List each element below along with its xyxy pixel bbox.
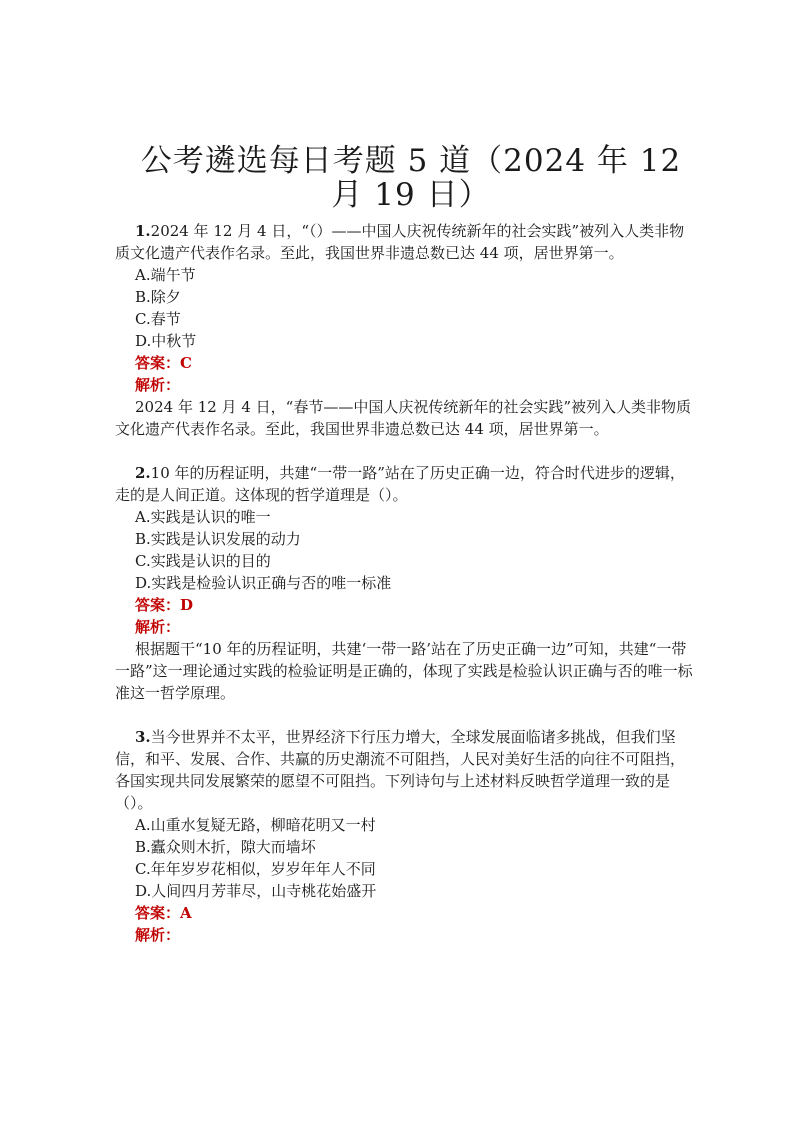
question-number: 1. bbox=[135, 222, 151, 240]
analysis-label: 解析： bbox=[135, 926, 181, 944]
option-a: A.山重水复疑无路，柳暗花明又一村 bbox=[135, 816, 376, 834]
question-stem: 1.2024 年 12 月 4 日，“（）——中国人庆祝传统新年的社会实践”被列入人类非物质文化遗产代表作名录。至此，我国世界非遗总数已达 44 项，居世界第一。 bbox=[115, 222, 685, 262]
question-number: 2. bbox=[135, 464, 151, 482]
answer-line: 答案：A bbox=[135, 904, 192, 922]
option-a: A.端午节 bbox=[135, 266, 196, 284]
analysis-label: 解析： bbox=[135, 376, 181, 394]
question-2 bbox=[115, 462, 697, 704]
analysis-label: 解析： bbox=[135, 618, 181, 636]
option-d: D.人间四月芳菲尽，山寺桃花始盛开 bbox=[135, 882, 377, 900]
option-c: C.春节 bbox=[135, 310, 181, 328]
option-c: C.实践是认识的目的 bbox=[135, 552, 271, 570]
analysis-text: 2024 年 12 月 4 日，“春节——中国人庆祝传统新年的社会实践”被列入人类非物质文化遗产代表作名录。至此，我国世界非遗总数已达 44 项，居世界第一。 bbox=[115, 398, 691, 438]
option-c: C.年年岁岁花相似，岁岁年年人不同 bbox=[135, 860, 376, 878]
option-d: D.中秋节 bbox=[135, 332, 197, 350]
option-d: D.实践是检验认识正确与否的唯一标准 bbox=[135, 574, 392, 592]
option-b: B.实践是认识发展的动力 bbox=[135, 530, 301, 548]
question-1 bbox=[115, 220, 697, 440]
answer-value: C bbox=[180, 354, 192, 372]
answer-line: 答案：C bbox=[135, 354, 192, 372]
analysis-text: 根据题干“10 年的历程证明，共建‘一带一路’站在了历史正确一边”可知，共建“一带一路”这一理论通过实践的检验证明是正确的，体现了实践是检验认识正确与否的唯一标准这一哲学原理。 bbox=[115, 640, 693, 702]
question-stem: 3.当今世界并不太平，世界经济下行压力增大，全球发展面临诸多挑战，但我们坚信，和平、发展、合作、共赢的历史潮流不可阻挡，人民对美好生活的向往不可阻挡，各国实现共同发展繁荣的愿望不可阻挡。下列诗句与上述材料反映哲学道理一致的是（）。 bbox=[115, 728, 686, 812]
question-number: 3. bbox=[135, 728, 151, 746]
question-stem: 2.10 年的历程证明，共建“一带一路”站在了历史正确一边，符合时代进步的逻辑，走的是人间正道。这体现的哲学道理是（）。 bbox=[115, 464, 685, 504]
answer-value: D bbox=[180, 596, 194, 614]
question-3 bbox=[115, 726, 697, 946]
answer-line: 答案：D bbox=[135, 596, 194, 614]
page-title: 公考遴选每日考题 5 道（2024 年 12 月 19 日） bbox=[140, 143, 682, 213]
option-b: B.蠹众则木折，隙大而墙坏 bbox=[135, 838, 316, 856]
option-a: A.实践是认识的唯一 bbox=[135, 508, 271, 526]
option-b: B.除夕 bbox=[135, 288, 181, 306]
answer-value: A bbox=[180, 904, 192, 922]
